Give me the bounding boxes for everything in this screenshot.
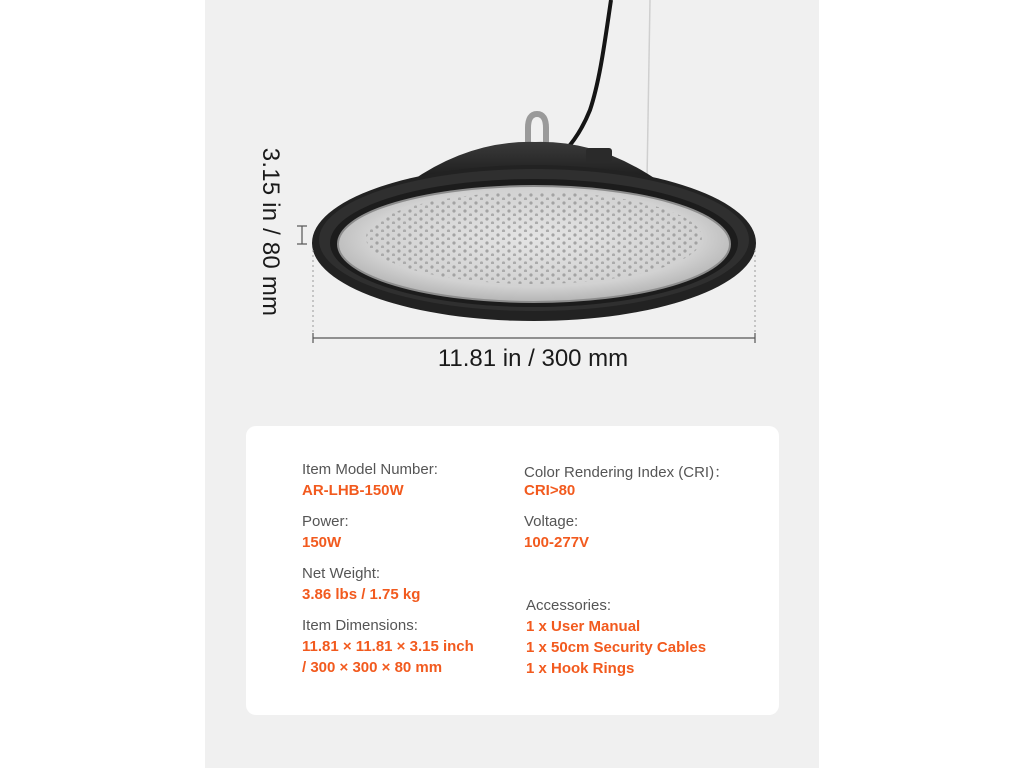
power-label: Power:: [302, 513, 349, 530]
power-value: 150W: [302, 534, 342, 551]
specs-card: [246, 426, 779, 715]
item-dimensions-value-line1: 11.81 × 11.81 × 3.15 inch: [302, 638, 474, 655]
item-dimensions-label: Item Dimensions:: [302, 617, 418, 634]
cri-value: CRI>80: [524, 482, 576, 499]
width-dimension-label: 11.81 in / 300 mm: [437, 345, 629, 372]
model-number-value: AR-LHB-150W: [302, 482, 404, 499]
voltage-value: 100-277V: [524, 534, 590, 551]
accessories-label: Accessories:: [526, 597, 612, 614]
accessory-item: 1 x Hook Rings: [526, 660, 635, 677]
height-dimension-label: 3.15 in / 80 mm: [257, 147, 284, 317]
item-dimensions-value-line2: / 300 × 300 × 80 mm: [302, 659, 443, 676]
net-weight-value: 3.86 lbs / 1.75 kg: [302, 586, 421, 603]
accessory-item: 1 x User Manual: [526, 618, 641, 635]
cri-label: Color Rendering Index (CRI)：: [524, 464, 730, 481]
net-weight-label: Net Weight:: [302, 565, 381, 582]
accessory-item: 1 x 50cm Security Cables: [526, 639, 707, 656]
voltage-label: Voltage:: [524, 513, 579, 530]
model-number-label: Item Model Number:: [302, 461, 438, 478]
